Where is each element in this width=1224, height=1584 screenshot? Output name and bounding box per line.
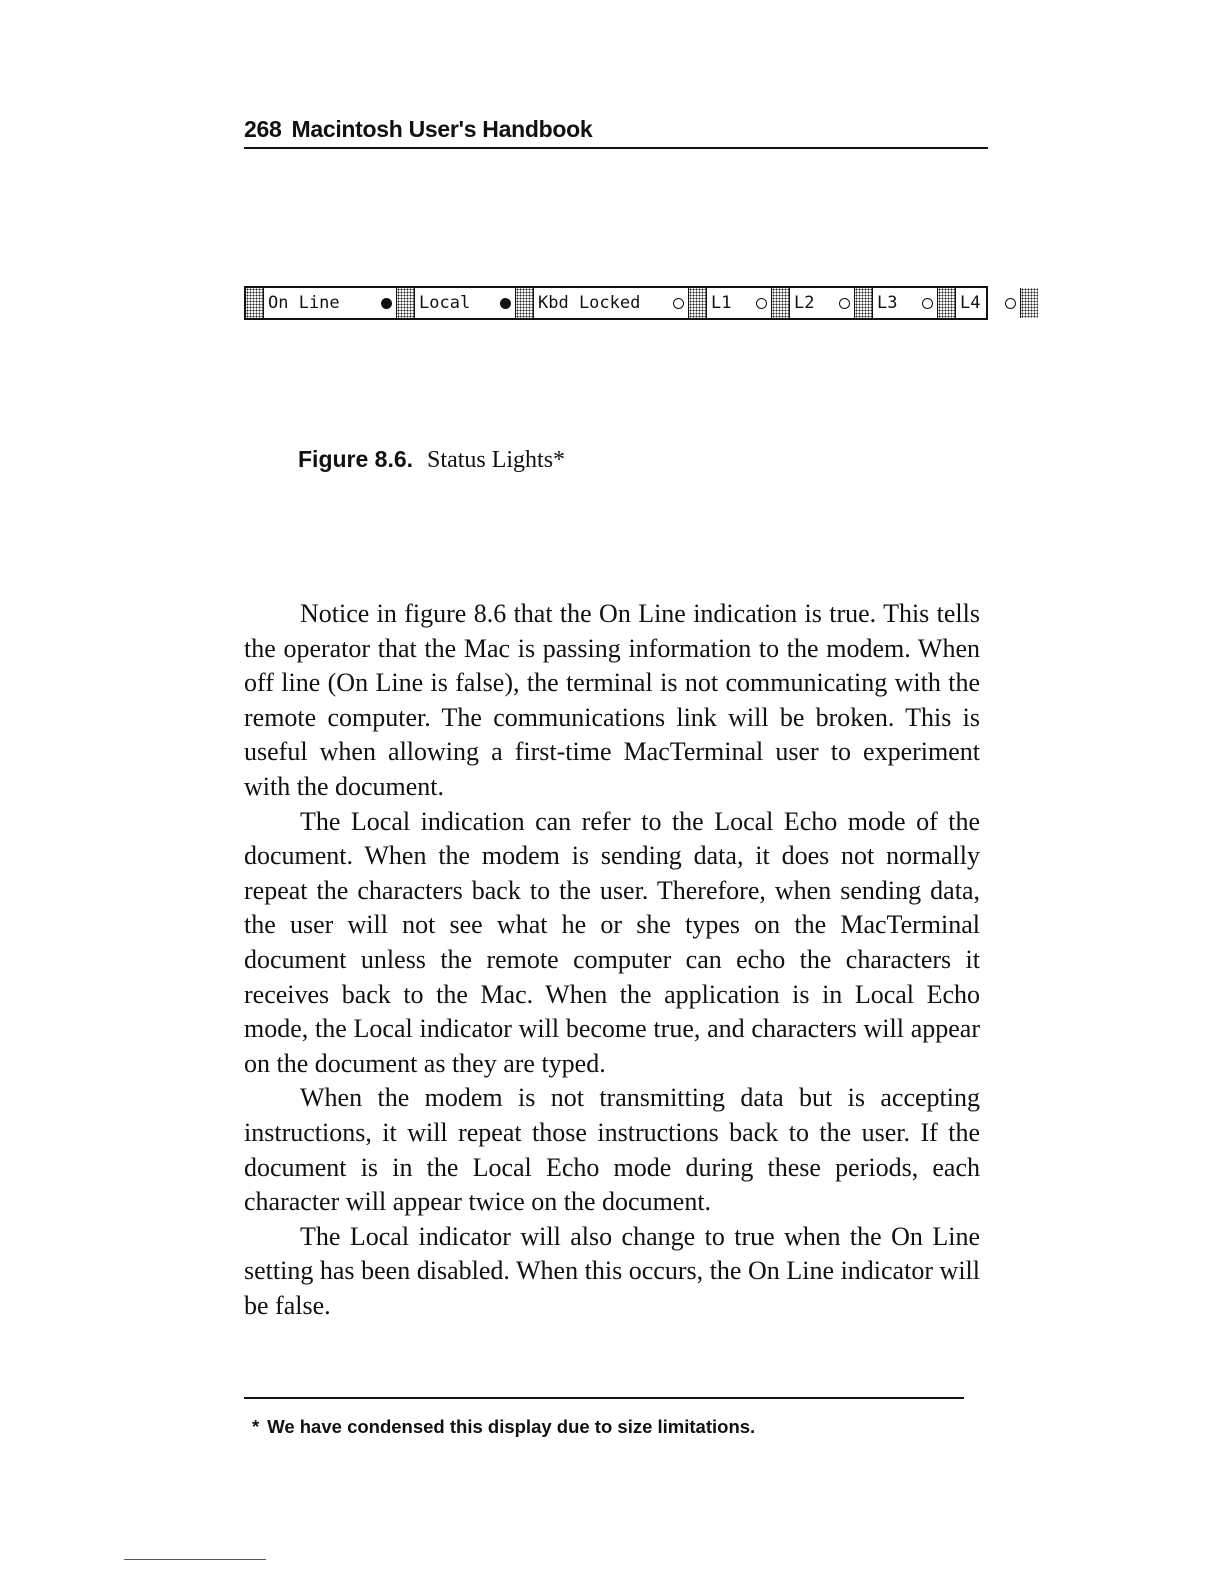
page-number: 268 xyxy=(244,116,282,142)
paragraph: When the modem is not transmitting data but is accepting instructions, it will repeat those instructions back to the user. If the document is in the Local Echo mode during these periods, each character will appear twice on the document. xyxy=(244,1083,980,1217)
figure-caption xyxy=(298,446,565,474)
book-title: Macintosh User's Handbook xyxy=(291,116,593,142)
figure-label: Figure 8.6. xyxy=(298,446,414,472)
figure-title: Status Lights* xyxy=(427,447,566,473)
status-local-label: Local xyxy=(419,293,471,313)
status-l1 xyxy=(707,288,771,318)
footnote-divider xyxy=(244,1397,964,1399)
paragraph: The Local indication can refer to the Local Echo mode of the document. When the modem is sending data, it does not normally repeat the characters back to the user. Therefore, when sending data, the user will not see what he or she types on the MacTerminal document unless the remote computer can echo the characters it receives back to the Mac. When the application is in Local Echo mode, the Local indicator will become true, and characters will appear on the document as they are typed. xyxy=(244,806,980,1078)
footnote-mark: * xyxy=(252,1416,260,1437)
open-circle-icon xyxy=(756,298,767,309)
status-l2 xyxy=(790,288,854,318)
status-l4-label: L4 xyxy=(960,293,981,313)
status-l4 xyxy=(956,288,1020,318)
separator xyxy=(1020,288,1038,318)
filled-circle-icon xyxy=(500,298,511,309)
status-kbd-locked-label: Kbd Locked xyxy=(538,293,641,313)
separator xyxy=(854,288,873,318)
status-l1-label: L1 xyxy=(711,293,732,313)
open-circle-icon xyxy=(839,298,850,309)
separator xyxy=(396,288,415,318)
open-circle-icon xyxy=(673,298,684,309)
separator xyxy=(515,288,534,318)
status-l2-label: L2 xyxy=(794,293,815,313)
filled-circle-icon xyxy=(381,298,392,309)
paragraph: Notice in figure 8.6 that the On Line indication is true. This tells the operator that the Mac is passing information to the modem. When off line (On Line is false), the terminal is not communicating with the remote computer. The communications link will be broken. This is useful when allowing a first-time MacTerminal user to experiment with the document. xyxy=(244,599,980,801)
page-header xyxy=(244,116,988,149)
footnote-text: We have condensed this display due to size limitations. xyxy=(267,1416,756,1437)
footnote xyxy=(252,1416,755,1438)
status-l3-label: L3 xyxy=(877,293,898,313)
status-l3 xyxy=(873,288,937,318)
status-kbd-locked xyxy=(534,288,688,318)
page-edge-line xyxy=(124,1559,266,1560)
status-on-line xyxy=(264,288,396,318)
separator xyxy=(688,288,707,318)
separator xyxy=(771,288,790,318)
status-lights-bar xyxy=(244,286,988,320)
body-text xyxy=(244,597,980,1323)
paragraph: The Local indicator will also change to true when the On Line setting has been disabled. When this occurs, the On Line indicator will be false. xyxy=(244,1221,980,1320)
separator xyxy=(937,288,956,318)
status-local xyxy=(415,288,515,318)
separator xyxy=(246,288,264,318)
status-on-line-label: On Line xyxy=(268,293,340,313)
open-circle-icon xyxy=(922,298,933,309)
open-circle-icon xyxy=(1005,298,1016,309)
